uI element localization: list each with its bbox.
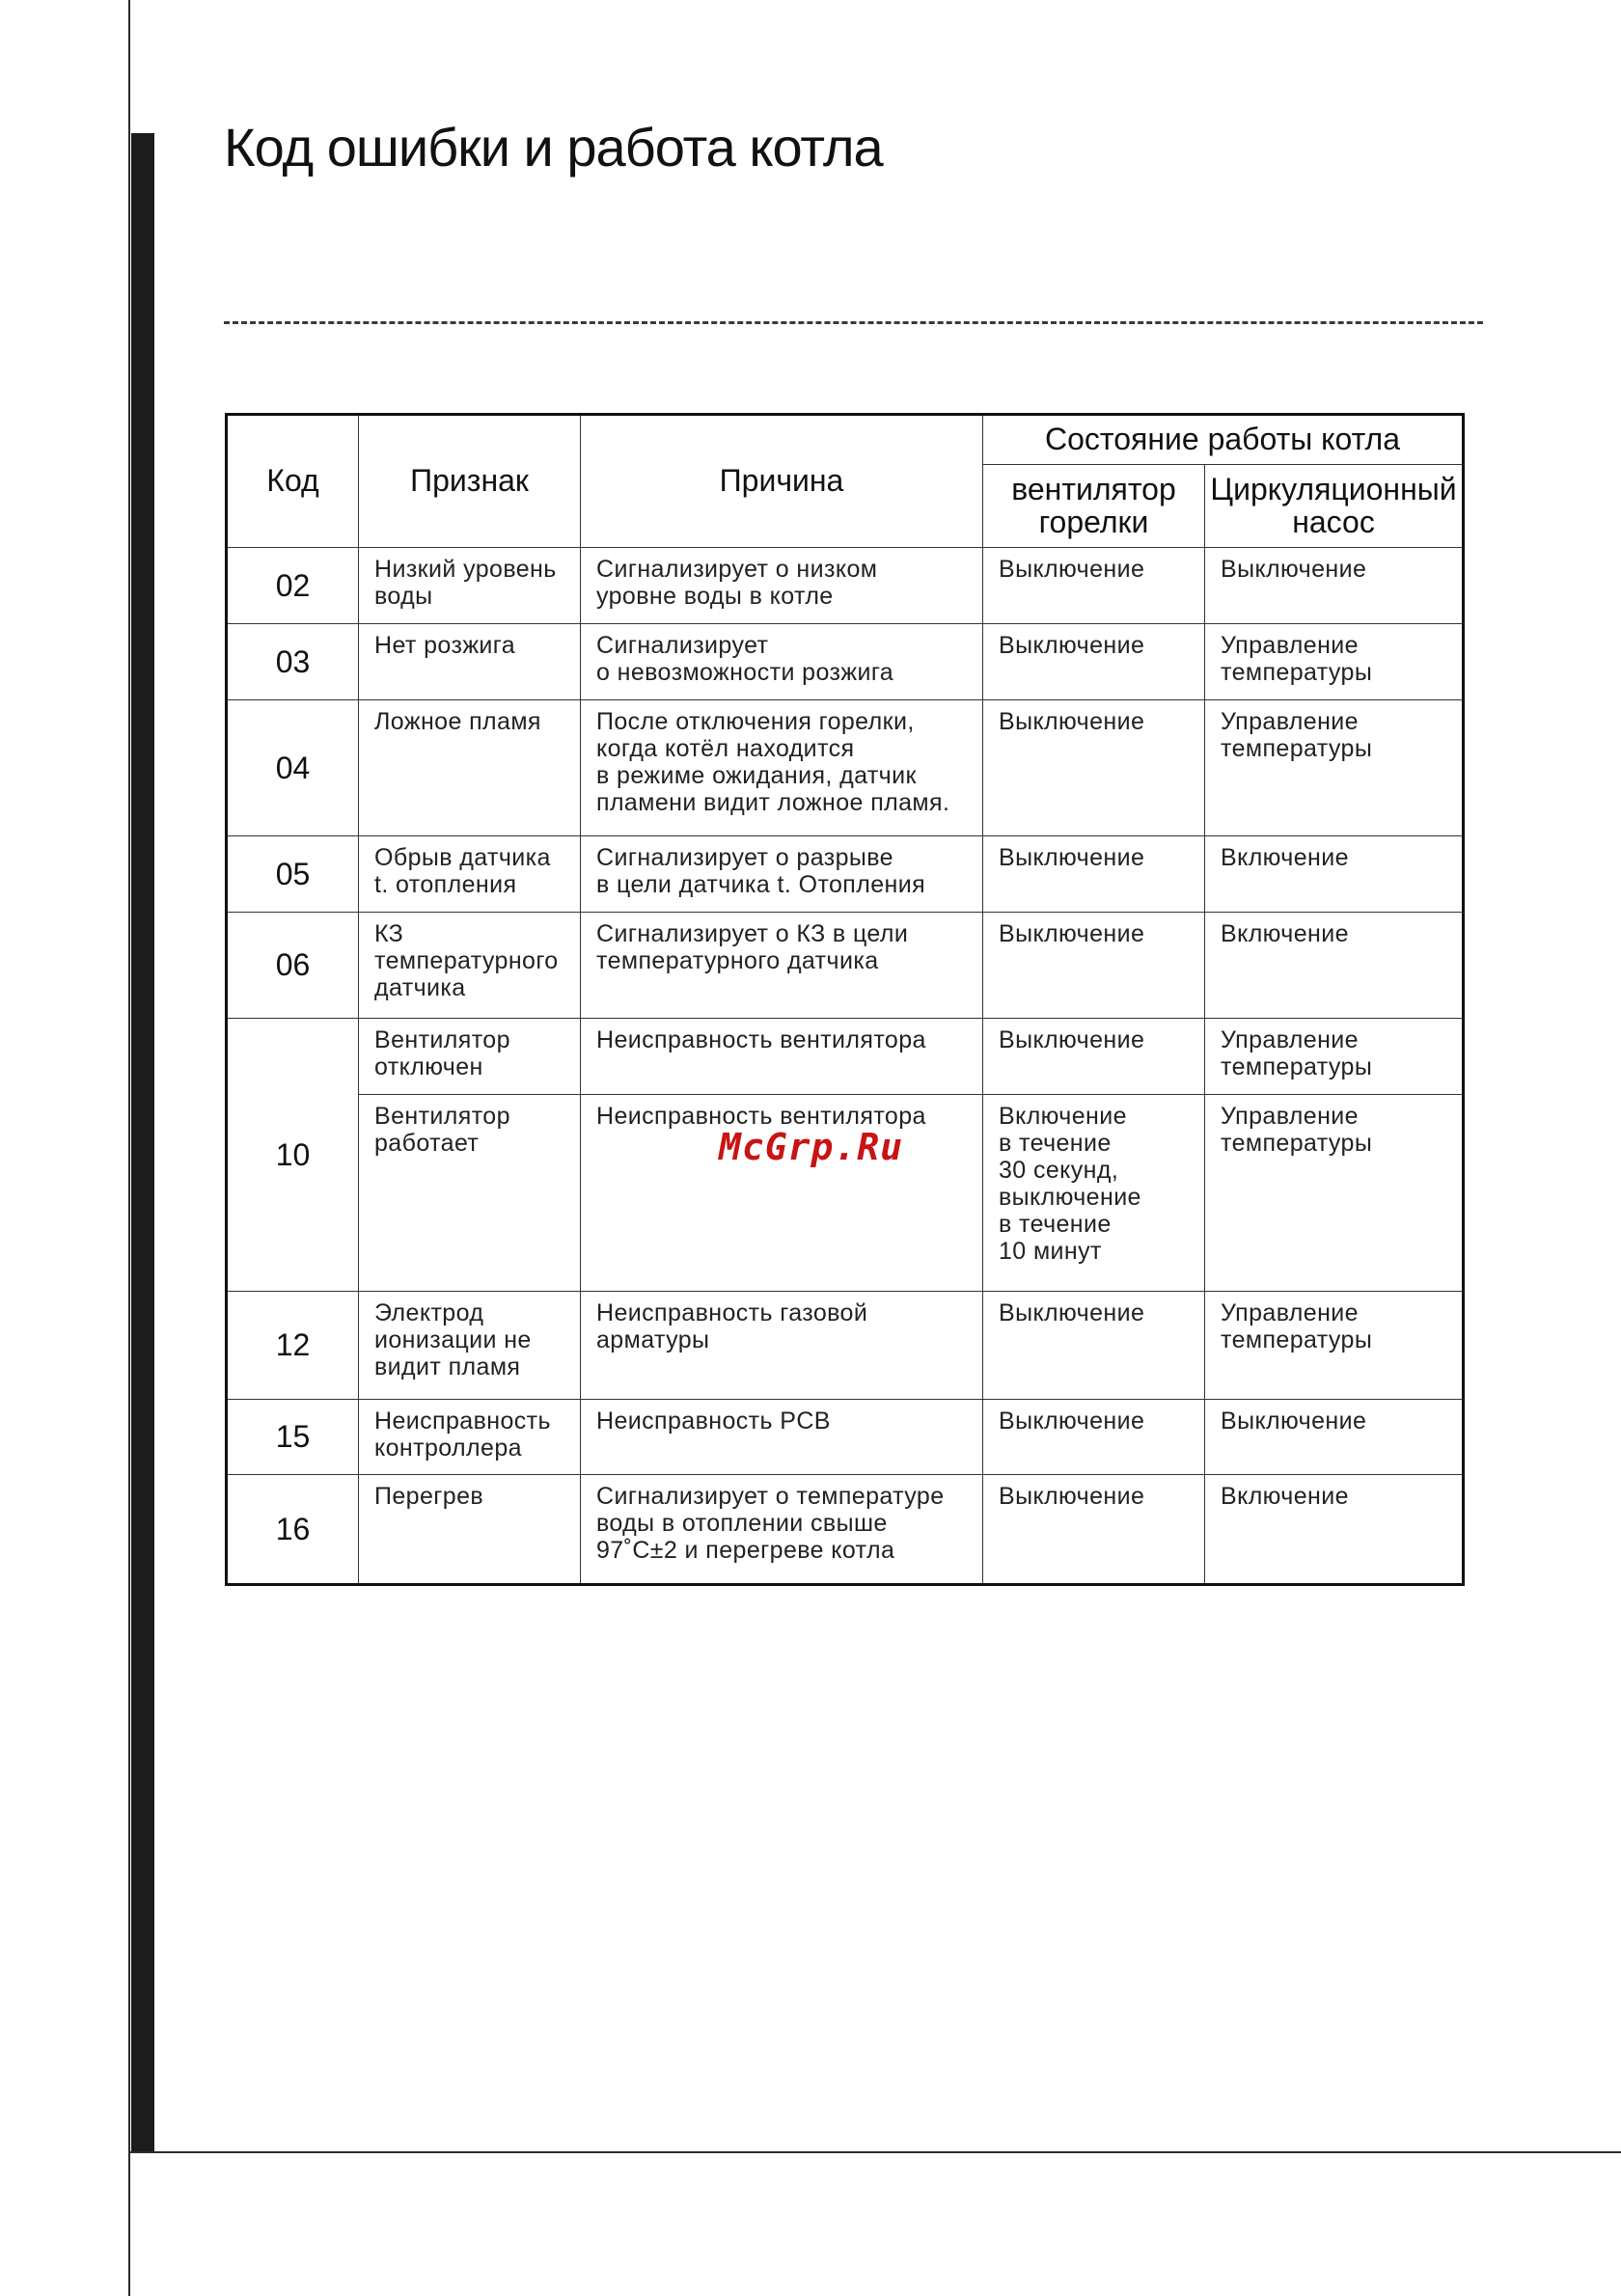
pump-state-cell: Включение [1205,836,1464,913]
fan-state-cell: Выключение [983,548,1205,624]
pump-state-cell: Выключение [1205,1400,1464,1475]
table-row [227,700,1464,836]
symptom-cell: Нет розжига [359,624,581,700]
pump-state-cell: Включение [1205,1475,1464,1585]
fan-state-cell: Выключение [983,1475,1205,1585]
symptom-cell: Вентилятор работает [359,1095,581,1292]
left-margin-bar [131,133,154,2152]
error-code: 15 [227,1400,359,1475]
fan-state-cell: Выключение [983,1400,1205,1475]
fan-state-cell: Выключение [983,1019,1205,1095]
table-row [227,1095,1464,1292]
symptom-cell: Ложное пламя [359,700,581,836]
header-symptom: Признак [359,415,581,548]
header-burner-fan: вентилятор горелки [983,465,1205,548]
symptom-cell: Перегрев [359,1475,581,1585]
footer-rule [128,2151,1621,2153]
table-row [227,836,1464,913]
table-row [227,1475,1464,1585]
cause-cell: После отключения горелки, когда котёл находится в режиме ожидания, датчик пламени видит ложное пламя. [581,700,983,836]
table-row [227,1400,1464,1475]
error-code: 16 [227,1475,359,1585]
pump-state-cell: Управление температуры [1205,1095,1464,1292]
pump-state-cell: Управление температуры [1205,700,1464,836]
dotted-divider [224,321,1483,324]
cause-cell: Неисправность газовой арматуры [581,1292,983,1400]
cause-cell: Сигнализирует о низком уровне воды в котле [581,548,983,624]
symptom-cell: Электрод ионизации не видит пламя [359,1292,581,1400]
error-code: 05 [227,836,359,913]
header-cause: Причина [581,415,983,548]
fan-state-cell: Выключение [983,1292,1205,1400]
error-code: 06 [227,913,359,1019]
pump-state-cell: Включение [1205,913,1464,1019]
left-margin-rule [128,0,130,2296]
symptom-cell: Низкий уровень воды [359,548,581,624]
table-row [227,624,1464,700]
error-code: 10 [227,1019,359,1292]
error-code: 02 [227,548,359,624]
error-code: 12 [227,1292,359,1400]
fan-state-cell: Включение в течение 30 секунд, выключение в течение 10 минут [983,1095,1205,1292]
cause-cell: Неисправность PCB [581,1400,983,1475]
table-row [227,1019,1464,1095]
cause-cell: Сигнализирует о температуре воды в отоплении свыше 97˚С±2 и перегреве котла [581,1475,983,1585]
fan-state-cell: Выключение [983,700,1205,836]
cause-cell: Сигнализирует о невозможности розжига [581,624,983,700]
table-header-row [227,415,1464,465]
pump-state-cell: Управление температуры [1205,624,1464,700]
table-row [227,548,1464,624]
error-code-table [225,413,1465,1586]
error-code: 03 [227,624,359,700]
error-code: 04 [227,700,359,836]
symptom-cell: Обрыв датчика t. отопления [359,836,581,913]
cause-cell: Неисправность вентилятора [581,1019,983,1095]
pump-state-cell: Управление температуры [1205,1292,1464,1400]
cause-cell: Неисправность вентилятора [581,1095,983,1292]
watermark: McGrp.Ru [719,1126,904,1168]
header-code: Код [227,415,359,548]
fan-state-cell: Выключение [983,836,1205,913]
symptom-cell: Неисправность контроллера [359,1400,581,1475]
fan-state-cell: Выключение [983,624,1205,700]
cause-cell: Сигнализирует о КЗ в цели температурного датчика [581,913,983,1019]
pump-state-cell: Управление температуры [1205,1019,1464,1095]
table-row [227,913,1464,1019]
header-boiler-state: Состояние работы котла [983,415,1464,465]
header-circulation-pump: Циркуляционный насос [1205,465,1464,548]
symptom-cell: КЗ температурного датчика [359,913,581,1019]
cause-cell: Сигнализирует о разрыве в цели датчика t. Отопления [581,836,983,913]
page-title: Код ошибки и работа котла [224,117,883,178]
pump-state-cell: Выключение [1205,548,1464,624]
table-row [227,1292,1464,1400]
fan-state-cell: Выключение [983,913,1205,1019]
symptom-cell: Вентилятор отключен [359,1019,581,1095]
